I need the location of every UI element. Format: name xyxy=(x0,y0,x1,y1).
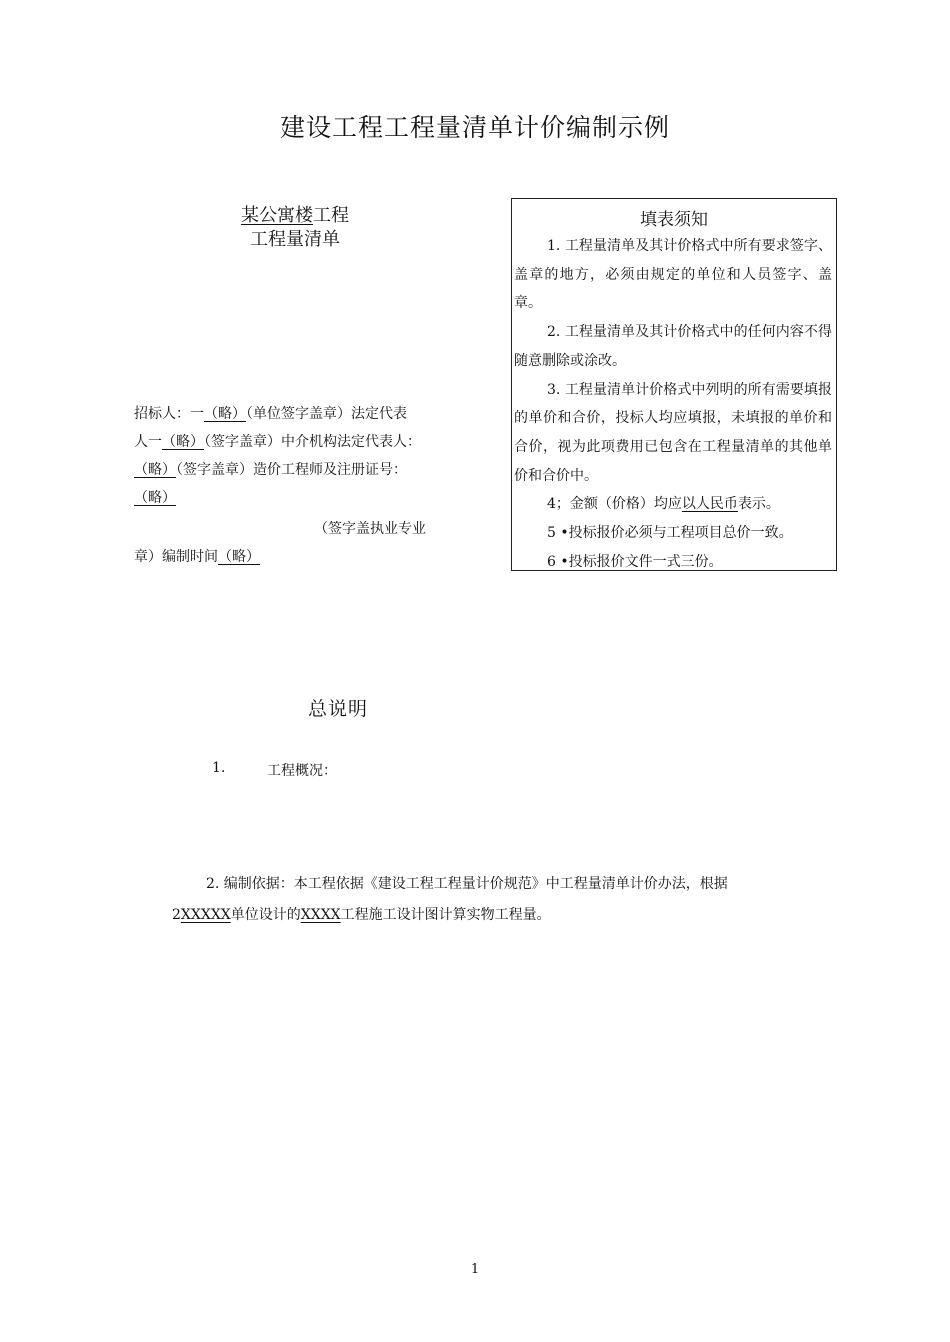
agency-rep-note: （签字盖章）造价工程师及注册证号： xyxy=(176,462,407,478)
compile-time-label: 章）编制时间 xyxy=(134,549,218,565)
signature-line-2 xyxy=(134,428,464,456)
item-2-mid: 单位设计的 xyxy=(230,907,301,923)
project-name-underlined: 某公寓楼 xyxy=(241,205,313,226)
design-unit-placeholder: XXXXX xyxy=(180,907,231,923)
item-2-tail: 工程施工设计图计算实物工程量。 xyxy=(340,907,551,923)
summary-item-2 xyxy=(172,869,812,931)
tenderer-note: （单位签字盖章）法定代表 xyxy=(246,406,407,422)
signature-line-6 xyxy=(134,543,464,571)
cover-subtitle: 工程量清单 xyxy=(250,229,340,250)
notice-item-5: 5 •投标报价必须与工程项目总价一致。 xyxy=(547,525,793,542)
notice-item-3: 3. 工程量清单计价格式中列明的所有需要填报的单价和合价，投标人均应填报，未填报的单价和合价，视为此项费用已包含在工程量清单的其他单价和合价中。 xyxy=(514,381,832,484)
notice-title: 填表须知 xyxy=(640,210,708,230)
summary-item-1-number: 1. xyxy=(212,760,226,776)
engineer-note: （签字盖执业专业 xyxy=(314,521,426,537)
summary-title: 总说明 xyxy=(308,698,369,720)
signature-line-1 xyxy=(134,400,464,428)
notice-item-6: 6 •投标报价文件一式三份。 xyxy=(547,553,723,570)
notice-item-4-currency: 以人民币 xyxy=(681,496,738,513)
summary-item-2-line-1: 2. 编制依据：本工程依据《建设工程工程量计价规范》中工程量清单计价办法，根据 xyxy=(206,876,728,892)
signature-block xyxy=(134,400,464,571)
project-name-suffix: 工程 xyxy=(313,205,349,226)
agency-rep-value: （略） xyxy=(134,462,176,478)
filling-notice-box xyxy=(511,198,837,571)
summary-item-1-label: 工程概况： xyxy=(267,763,337,779)
item-2-prefix: 2 xyxy=(172,907,181,923)
summary-item-2-line-2 xyxy=(172,900,812,931)
compile-time-value: （略） xyxy=(218,549,260,565)
notice-item-1: 1. 工程量清单及其计价格式中所有要求签字、盖章的地方，必须由规定的单位和人员签字、盖章。 xyxy=(514,238,832,312)
rep-value: （略） xyxy=(162,434,204,450)
tenderer-label: 招标人：一 xyxy=(134,406,204,422)
tenderer-value: （略） xyxy=(204,406,246,422)
notice-item-2: 2. 工程量清单及其计价格式中的任何内容不得随意删除或涂改。 xyxy=(514,324,832,369)
signature-line-3 xyxy=(134,456,464,484)
notice-item-4-tail: 表示。 xyxy=(737,496,780,513)
signature-line-4 xyxy=(134,484,464,512)
cover-project-name xyxy=(140,201,450,227)
rep-label: 人一 xyxy=(134,434,162,450)
notice-item-4 xyxy=(512,490,836,519)
document-title: 建设工程工程量清单计价编制示例 xyxy=(279,113,670,142)
engineer-value: （略） xyxy=(134,490,176,506)
rep-note: （签字盖章）中介机构法定代表人： xyxy=(204,434,421,450)
project-placeholder: XXXX xyxy=(300,907,341,923)
page-number: 1 xyxy=(470,1262,480,1277)
notice-item-4-text: 4；金额（价格）均应 xyxy=(547,496,682,513)
signature-line-5 xyxy=(134,515,464,543)
